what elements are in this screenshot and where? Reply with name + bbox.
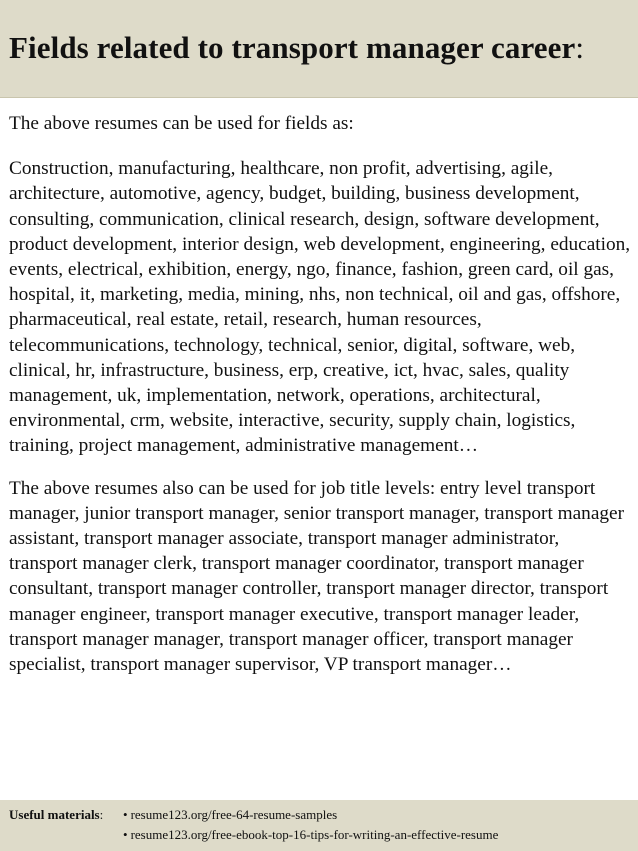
main-content (9, 111, 631, 677)
footer-row-1 (0, 805, 638, 825)
footer-bar (0, 800, 638, 851)
page-title-text: Fields related to transport manager career (9, 30, 576, 65)
bullet-icon: • (123, 807, 128, 822)
useful-materials-label-text: Useful materials (9, 807, 100, 822)
page-title (9, 30, 584, 66)
ebook-tips-link[interactable]: resume123.org/free-ebook-top-16-tips-for-writing-an-effective-resume (130, 827, 499, 842)
footer-link-item (123, 805, 337, 824)
bullet-icon: • (123, 827, 128, 842)
resume-samples-link[interactable]: resume123.org/free-64-resume-samples (130, 807, 338, 822)
footer-link-item (123, 825, 498, 844)
useful-materials-label (9, 805, 103, 824)
footer-row-2 (0, 825, 638, 845)
useful-materials-label-colon: : (99, 807, 104, 822)
job-levels-text: The above resumes also can be used for job title levels: entry level transport manager, junior transport manager, senior transport manager, transport manager assistant, transport manager associate, transport manager administrator, transport manager clerk, transport manager coordinator, transport manager consultant, transport manager controller, transport manager director, transport manager engineer, transport manager executive, transport manager leader, transport manager manager, transport manager officer, transport manager specialist, transport manager supervisor, VP transport manager… (9, 477, 624, 676)
intro-text: The above resumes can be used for fields as: (9, 113, 354, 134)
page-title-colon: : (575, 30, 585, 65)
fields-list: Construction, manufacturing, healthcare, non profit, advertising, agile, architecture, automotive, agency, budget, building, business development, consulting, communication, clinical research, design, software development, product development, interior design, web development, engineering, education, events, electrical, exhibition, energy, ngo, finance, fashion, green card, oil gas, hospital, it, marketing, media, mining, nhs, non technical, oil and gas, offshore, pharmaceutical, real estate, retail, research, human resources, telecommunications, technology, technical, senior, digital, software, web, clinical, hr, infrastructure, business, erp, creative, ict, hvac, sales, quality management, uk, implementation, network, operations, architectural, environmental, crm, website, interactive, security, supply chain, logistics, training, project management, administrative management… (9, 158, 631, 457)
title-bar (0, 0, 638, 98)
